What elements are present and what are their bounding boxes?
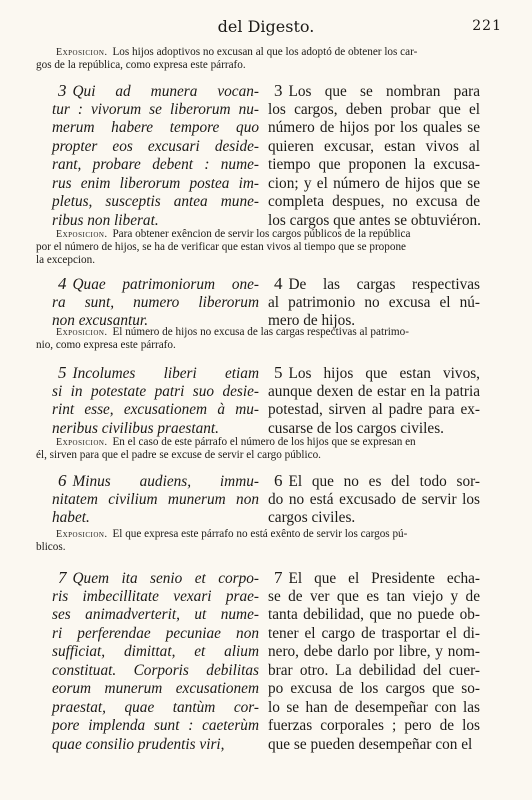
note-line [36,241,496,254]
spanish-line [268,156,480,175]
spanish-line [268,588,480,607]
spanish-text: fuerzas corporales ; pero de los [268,717,480,734]
latin-line [52,101,259,120]
note-line [36,541,496,554]
latin-text: Qui ad munera vocan- [72,83,259,100]
spanish-line [268,364,480,383]
spanish-text: po excusa de los cargos que so- [268,680,480,697]
spanish-text: nero, debe darlo por libre, y nom- [268,643,480,660]
note-text: por el número de hijos, se ha de verificar que estan vivos al tiempo que se propone [36,241,407,253]
latin-text: rus enim liberorum postea im- [52,174,259,192]
note-text: la excepcion. [36,254,96,266]
spanish-line [268,662,480,681]
spanish-line [268,491,480,510]
spanish-line [268,736,480,755]
spanish-text: los cargos, deben probar que el [268,100,480,118]
paragraph-number: 6 [58,471,67,490]
latin-text: rint esse, excusationem à mu- [52,401,259,418]
latin-line [52,472,259,491]
spanish-text: Los que se nombran para [288,83,480,100]
spanish-text: cusarse de los cargos civiles. [268,419,445,437]
latin-text: Quae patrimoniorum one- [72,276,259,293]
note-line [36,449,496,462]
running-header [0,17,532,37]
latin-text: Quem ita senio et corpo- [72,570,259,587]
running-title: del Digesto. [217,17,315,36]
latin-line [52,401,259,420]
exposicion-note [36,46,496,72]
spanish-text: lo se han de desempeñar con las [268,698,480,716]
spanish-text: número de hijos por los quales se [268,119,480,136]
latin-paragraph [52,569,259,754]
paragraph-number: 6 [274,471,283,490]
latin-text: non excusantur. [52,312,149,329]
note-text: blicos. [36,541,66,553]
spanish-line [268,625,480,644]
paragraph-number: 3 [58,81,67,100]
note-line [36,326,496,339]
spanish-line [268,717,480,736]
latin-text: praestat, quae tantùm cor- [52,698,259,716]
spanish-line [268,569,480,588]
spanish-text: El que no es del todo sor- [288,473,480,490]
exposicion-note [36,228,496,267]
latin-line [52,625,259,644]
note-line [36,59,496,72]
note-text: El que expresa este párrafo no está exênto de servir los cargos pú- [112,528,408,540]
latin-text: ra sunt, numero liberorum [52,293,259,311]
latin-text: Minus audiens, immu- [72,473,259,490]
spanish-text: tiempo que proponen la excusa- [268,156,480,173]
paragraph-number: 3 [274,81,283,100]
latin-text: merum habere tempore quo [52,119,259,136]
latin-paragraph [52,364,259,438]
latin-line [52,680,259,699]
spanish-line [268,82,480,101]
spanish-text: los cargos que antes se obtuviéron. [268,211,481,229]
spanish-line [268,383,480,402]
latin-line [52,491,259,510]
exposicion-label: Exposicion. [56,529,108,540]
note-line [36,254,496,267]
paragraph-number: 4 [58,274,67,293]
spanish-line [268,509,480,528]
latin-text: tur : vivorum se liberorum nu- [52,100,259,118]
note-line [36,228,496,241]
latin-paragraph [52,82,259,230]
spanish-paragraph [268,82,480,230]
spanish-line [268,138,480,157]
latin-line [52,364,259,383]
latin-line [52,643,259,662]
paragraph-number: 5 [58,363,67,382]
latin-text: pletus, susceptis antea mune- [52,193,259,210]
note-line [36,46,496,59]
latin-line [52,175,259,194]
latin-paragraph [52,275,259,331]
note-text: nio, como expresa este párrafo. [36,339,176,351]
exposicion-note [36,326,496,352]
spanish-text: mero de hijos. [268,312,356,329]
spanish-text: El que el Presidente echa- [288,570,480,587]
latin-line [52,138,259,157]
spanish-text: cargos civiles. [268,509,356,526]
exposicion-note [36,436,496,462]
spanish-line [268,472,480,491]
spanish-text: completa despues, no excusa de [268,193,480,210]
spanish-line [268,119,480,138]
spanish-line [268,680,480,699]
latin-paragraph [52,472,259,528]
page-number: 221 [472,18,502,34]
note-text: él, sirven para que el padre se excuse de servir el cargo público. [36,449,321,461]
note-text: Para obtener exêncion de servir los cargos públicos de la república [112,228,411,240]
latin-line [52,82,259,101]
exposicion-label: Exposicion. [56,229,108,240]
latin-line [52,662,259,681]
spanish-line [268,175,480,194]
latin-text: pore implenda sunt : caeterùm [52,717,259,734]
latin-line [52,606,259,625]
latin-text: ses animadverterit, ut nume- [52,606,259,623]
spanish-text: tener el cargo de trasportar el di- [268,624,480,642]
spanish-paragraph [268,472,480,528]
spanish-text: De las cargas respectivas [288,276,480,293]
latin-text: nitatem civilium munerum non [52,490,259,508]
spanish-paragraph [268,364,480,438]
spanish-text: al patrimonio no excusa el nú- [268,293,480,311]
latin-line [52,193,259,212]
latin-text: habet. [52,509,90,526]
paragraph-number: 7 [58,568,67,587]
exposicion-note [36,528,496,554]
spanish-text: potestad, sirven al padre para ex- [268,401,480,418]
spanish-text: Los hijos que estan vivos, [288,365,480,382]
spanish-line [268,101,480,120]
spanish-text: tanta debilidad, que no puede ob- [268,606,480,623]
latin-line [52,294,259,313]
latin-text: ris imbecillitate vexari prae- [52,587,259,605]
spanish-line [268,606,480,625]
latin-line [52,383,259,402]
spanish-paragraph [268,275,480,331]
note-line [36,528,496,541]
spanish-text: brar otro. La debilidad del cuer- [268,661,480,679]
note-text: En el caso de este párrafo el número de los hijos que se expresan en [112,436,416,448]
latin-line [52,699,259,718]
exposicion-label: Exposicion. [56,437,108,448]
spanish-text: que se pueden desempeñar con el [268,735,473,753]
note-text: El número de hijos no excusa de las cargas respectivas al patrimo- [112,326,409,338]
paragraph-number: 7 [274,568,283,587]
note-text: gos de la república, como expresa este párrafo. [36,59,246,71]
latin-line [52,275,259,294]
paragraph-number: 5 [274,363,283,382]
latin-text: constituat. Corporis debilitas [52,661,259,679]
spanish-line [268,193,480,212]
latin-text: sufficiat, dimittat, et alium [52,643,259,660]
latin-text: neribus civilibus praestant. [52,419,219,437]
latin-line [52,736,259,755]
spanish-text: se de ver que es tan viejo y de [268,587,480,605]
latin-text: si in potestate patri suo desie- [52,382,259,400]
exposicion-label: Exposicion. [56,47,108,58]
spanish-paragraph [268,569,480,754]
latin-line [52,588,259,607]
latin-text: ri perferendae pecuniae non [52,624,259,642]
latin-text: eorum munerum excusationem [52,680,259,697]
exposicion-label: Exposicion. [56,327,108,338]
spanish-line [268,275,480,294]
note-text: Los hijos adoptivos no excusan al que los adoptó de obtener los car- [112,46,418,58]
latin-text: ribus non liberat. [52,211,159,229]
latin-line [52,119,259,138]
latin-text: quae consilio prudentis viri, [52,735,225,753]
spanish-line [268,294,480,313]
latin-text: Incolumes liberi etiam [72,365,259,382]
spanish-text: aunque dexen de estar en la patria [268,382,480,400]
spanish-line [268,643,480,662]
latin-line [52,717,259,736]
spanish-text: cion; y el número de hijos que se [268,174,480,192]
note-line [36,339,496,352]
spanish-line [268,699,480,718]
latin-line [52,509,259,528]
note-line [36,436,496,449]
latin-text: rant, probare debent : nume- [52,156,259,173]
spanish-line [268,401,480,420]
paragraph-number: 4 [274,274,283,293]
latin-line [52,156,259,175]
latin-text: propter eos excusari deside- [52,137,259,155]
spanish-text: do no está excusado de servir los [268,490,480,508]
latin-line [52,569,259,588]
spanish-text: quieren excusar, estan vivos al [268,137,480,155]
